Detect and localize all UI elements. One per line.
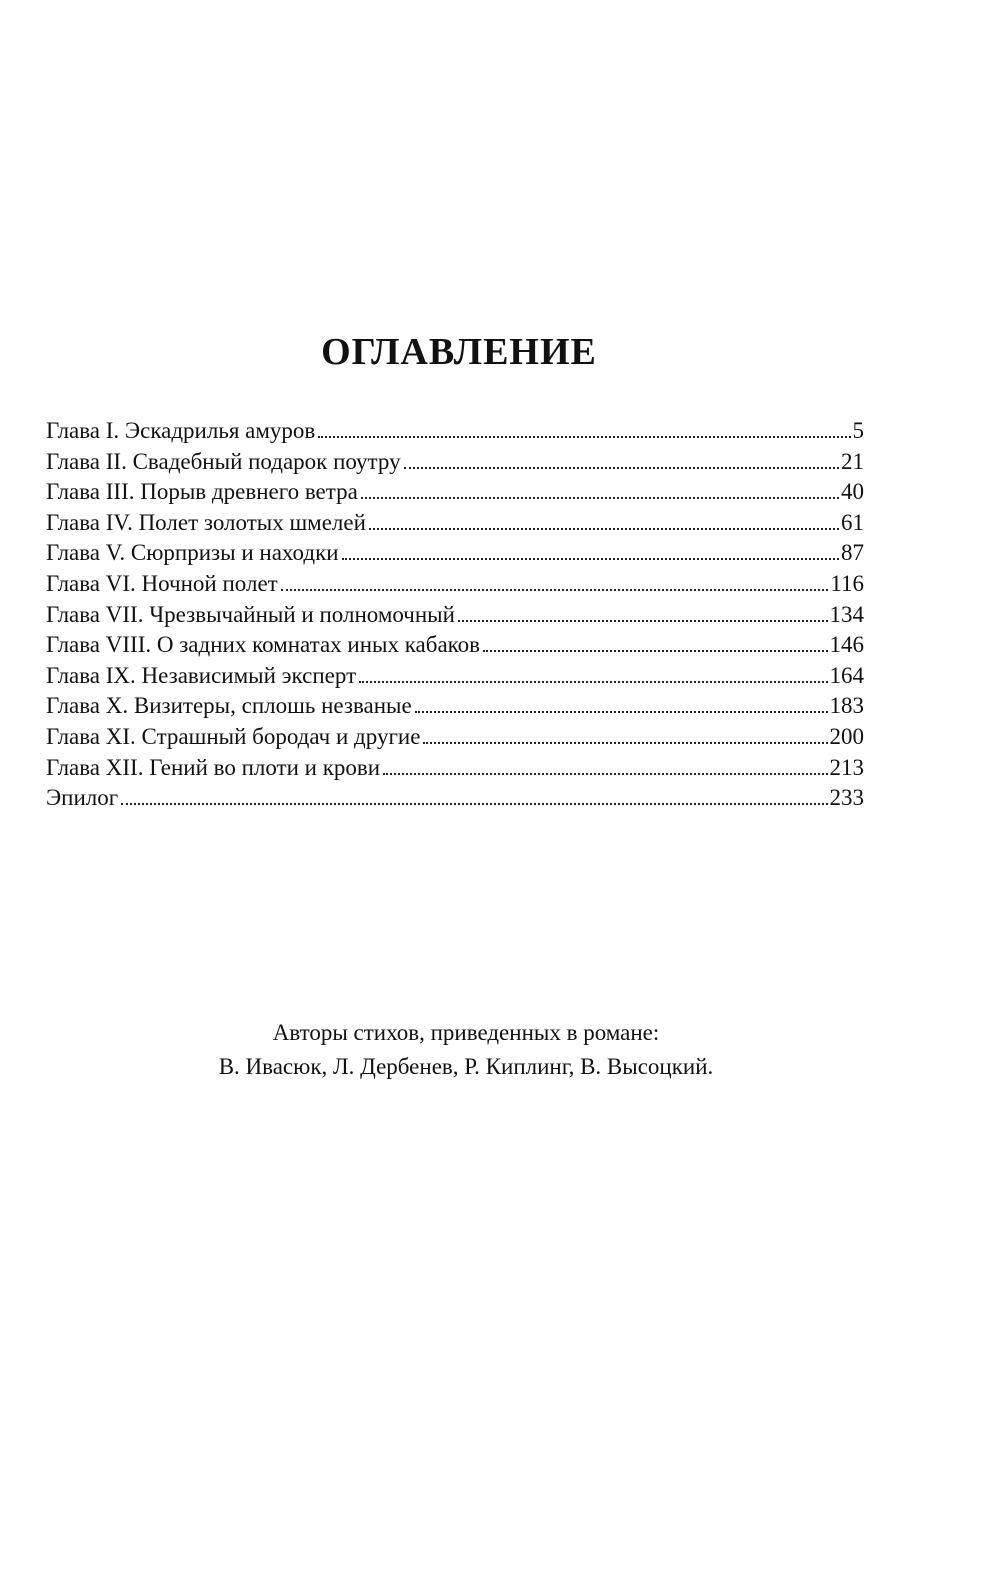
dot-leader: [359, 681, 827, 683]
toc-entry[interactable]: [46, 661, 864, 692]
dot-leader: [423, 742, 827, 744]
toc-entry[interactable]: [46, 416, 864, 447]
toc-entry[interactable]: [46, 508, 864, 539]
authors-names: В. Ивасюк, Л. Дербенев, Р. Киплинг, В. Высоцкий.: [218, 1054, 714, 1079]
dot-leader: [121, 803, 827, 805]
dot-leader: [369, 528, 839, 530]
toc-entry[interactable]: [46, 600, 864, 631]
dot-leader: [281, 589, 829, 591]
table-of-contents: [46, 416, 864, 814]
dot-leader: [342, 558, 839, 560]
toc-entry-page: 146: [829, 632, 864, 658]
toc-entry[interactable]: [46, 630, 864, 661]
toc-entry-page: 164: [829, 662, 864, 688]
toc-entry-label: Глава II. Свадебный подарок поутру: [46, 448, 401, 474]
toc-entry[interactable]: [46, 569, 864, 600]
toc-entry-page: 40: [841, 479, 864, 505]
dot-leader: [361, 497, 839, 499]
toc-entry[interactable]: [46, 447, 864, 478]
toc-entry-page: 87: [841, 540, 864, 566]
page-title: ОГЛАВЛЕНИЕ: [321, 331, 597, 373]
toc-entry[interactable]: [46, 477, 864, 508]
toc-entry-label: Глава XII. Гений во плоти и крови: [46, 754, 381, 780]
toc-entry-page: 21: [841, 448, 864, 474]
toc-entry-label: Глава I. Эскадрилья амуров: [46, 418, 316, 443]
toc-entry-page: 61: [841, 509, 864, 535]
dot-leader: [318, 436, 850, 438]
dot-leader: [383, 773, 827, 775]
authors-heading: Авторы стихов, приведенных в романе:: [272, 1020, 660, 1045]
toc-entry-label: Глава IX. Независимый эксперт: [46, 662, 357, 688]
toc-entry-page: 134: [829, 601, 864, 627]
poem-authors-note: [0, 1016, 932, 1084]
toc-entry-label: Глава V. Сюрпризы и находки: [46, 540, 339, 566]
toc-entry[interactable]: [46, 722, 864, 753]
toc-entry-page: 213: [829, 754, 864, 780]
toc-entry-label: Глава X. Визитеры, сплошь незваные: [46, 693, 412, 719]
toc-entry-page: 5: [852, 418, 864, 443]
toc-entry-page: 200: [829, 723, 864, 749]
toc-entry-page: 116: [830, 570, 864, 596]
toc-entry[interactable]: [46, 753, 864, 784]
toc-entry-label: Глава IV. Полет золотых шмелей: [46, 509, 366, 535]
toc-entry[interactable]: [46, 691, 864, 722]
toc-entry-label: Глава VII. Чрезвычайный и полномочный: [46, 601, 455, 627]
dot-leader: [483, 650, 827, 652]
dot-leader: [404, 467, 839, 469]
dot-leader: [415, 711, 828, 713]
toc-entry-label: Эпилог: [46, 785, 119, 811]
toc-entry[interactable]: [46, 783, 864, 814]
toc-entry-label: Глава VI. Ночной полет: [46, 570, 278, 596]
toc-entry-page: 183: [829, 693, 864, 719]
toc-entry-label: Глава XI. Страшный бородач и другие: [46, 723, 421, 749]
toc-entry-label: Глава III. Порыв древнего ветра: [46, 479, 358, 505]
toc-entry[interactable]: [46, 538, 864, 569]
toc-entry-page: 233: [829, 785, 864, 811]
toc-entry-label: Глава VIII. О задних комнатах иных кабаков: [46, 632, 481, 658]
dot-leader: [458, 620, 828, 622]
